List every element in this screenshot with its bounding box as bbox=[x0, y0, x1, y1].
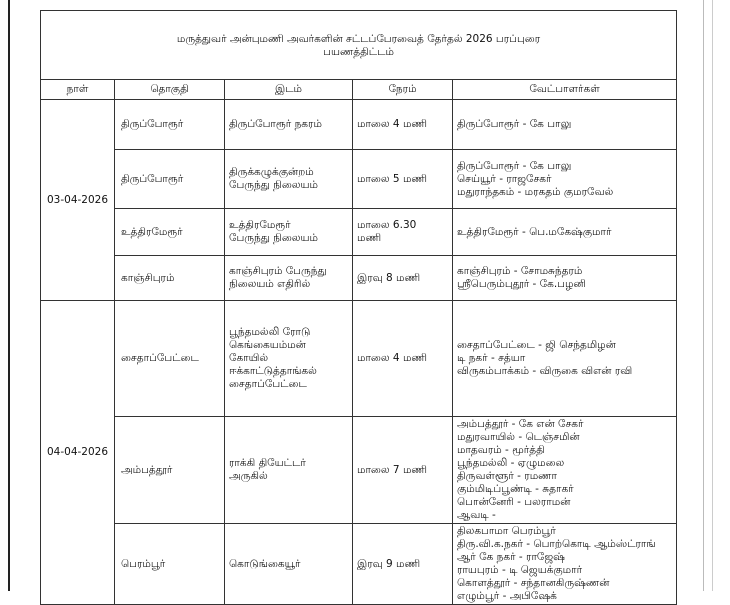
place-cell bbox=[225, 301, 353, 417]
candidate-line: உத்திரமேரூர் - பெ.மகேஷ்குமார் bbox=[457, 225, 612, 238]
schedule-table bbox=[40, 10, 677, 605]
place-cell bbox=[225, 100, 353, 150]
table-row bbox=[41, 150, 677, 209]
constituency-cell: திருப்போரூர் bbox=[115, 100, 225, 150]
candidate-line: திருப்போரூர் - கே பாலு bbox=[457, 118, 572, 130]
time-cell bbox=[353, 150, 453, 209]
place-line: கெங்கையம்மன் bbox=[229, 339, 306, 351]
time-cell bbox=[353, 100, 453, 150]
table-row bbox=[41, 301, 677, 417]
place-cell bbox=[225, 150, 353, 209]
candidates-cell bbox=[453, 150, 677, 209]
place-line: நிலையம் எதிரில் bbox=[229, 278, 311, 290]
table-row bbox=[41, 524, 677, 605]
header-candidates: வேட்பாளர்கள் bbox=[453, 80, 677, 100]
document-title bbox=[41, 11, 677, 80]
candidate-line: ஸ்ரீபெரும்புதூர் - கே.பழனி bbox=[457, 278, 586, 290]
table-row bbox=[41, 100, 677, 150]
title-line-2: பயணத்திட்டம் bbox=[323, 46, 394, 58]
time-cell bbox=[353, 256, 453, 301]
header-time: நேரம் bbox=[353, 80, 453, 100]
place-line: கோயில் bbox=[229, 352, 269, 364]
time-line: மாலை 7 மணி bbox=[357, 463, 428, 476]
time-cell bbox=[353, 209, 453, 256]
constituency-cell: காஞ்சிபுரம் bbox=[115, 256, 225, 301]
place-line: அருகில் bbox=[229, 470, 268, 482]
page-left-edge bbox=[8, 0, 10, 591]
place-cell bbox=[225, 417, 353, 524]
candidate-line: எழும்பூர் - அபிஷேக் bbox=[457, 590, 557, 602]
header-date: நாள் bbox=[41, 80, 115, 100]
place-line: ராக்கி தியேட்டர் bbox=[229, 457, 306, 469]
candidate-line: திரு.வி.க.நகர் - பொற்கொடி ஆம்ஸ்ட்ராங் bbox=[457, 538, 656, 550]
header-row bbox=[41, 80, 677, 100]
candidate-line: பொன்னேரி - பலராமன் bbox=[457, 496, 571, 508]
place-line: திருக்கழுக்குன்றம் bbox=[229, 166, 314, 178]
place-line: பேருந்து நிலையம் bbox=[229, 232, 318, 244]
candidate-line: திருவள்ளூர் - ரமணா bbox=[457, 470, 558, 482]
date-cell: 04-04-2026 bbox=[41, 301, 115, 605]
place-line: உத்திரமேரூர் bbox=[229, 219, 291, 231]
place-line: திருப்போரூர் நகரம் bbox=[229, 118, 322, 130]
date-cell: 03-04-2026 bbox=[41, 100, 115, 301]
time-cell bbox=[353, 417, 453, 524]
place-line: பேருந்து நிலையம் bbox=[229, 179, 318, 191]
time-line: மணி bbox=[357, 232, 382, 244]
candidate-line: டி நகர் - சத்யா bbox=[457, 352, 526, 364]
candidates-cell bbox=[453, 209, 677, 256]
place-line: கொடுங்கையூர் bbox=[229, 557, 301, 570]
time-line: இரவு 9 மணி bbox=[357, 557, 421, 570]
time-line: மாலை 4 மணி bbox=[357, 118, 428, 130]
table-row bbox=[41, 209, 677, 256]
place-line: சைதாப்பேட்டை bbox=[229, 378, 307, 390]
candidate-line: ஆவடி - bbox=[457, 509, 496, 521]
constituency-cell: உத்திரமேரூர் bbox=[115, 209, 225, 256]
candidate-line: செய்யூர் - ராஜசேகர் bbox=[457, 172, 552, 185]
candidate-line: பூந்தமல்லி - ஏழுமலை bbox=[457, 457, 565, 469]
page-right-edge bbox=[703, 0, 704, 591]
candidates-cell bbox=[453, 301, 677, 417]
time-cell bbox=[353, 524, 453, 605]
candidates-cell bbox=[453, 417, 677, 524]
place-cell bbox=[225, 524, 353, 605]
table-row bbox=[41, 256, 677, 301]
candidate-line: திருப்போரூர் - கே பாலு bbox=[457, 159, 572, 172]
constituency-cell: பெரம்பூர் bbox=[115, 524, 225, 605]
candidate-line: அம்பத்தூர் - கே என் சேகர் bbox=[457, 418, 584, 430]
place-line: காஞ்சிபுரம் பேருந்து bbox=[229, 265, 327, 277]
title-line-1: மருத்துவர் அன்புமணி அவர்களின் சட்டப்பேரவைத் தேர்தல் 2026 பரப்புரை bbox=[176, 33, 541, 45]
title-row bbox=[41, 11, 677, 80]
candidate-line: மாதவரம் - மூர்த்தி bbox=[457, 444, 545, 456]
candidates-cell bbox=[453, 100, 677, 150]
table-row bbox=[41, 417, 677, 524]
candidate-line: கொளத்தூர் - சந்தானகிருஷ்ணன் bbox=[457, 577, 610, 589]
header-constituency: தொகுதி bbox=[115, 80, 225, 100]
candidate-line: திலகபாமா பெரம்பூர் bbox=[457, 525, 556, 537]
place-line: ஈக்காட்டுத்தாங்கல் bbox=[229, 365, 317, 377]
place-cell bbox=[225, 209, 353, 256]
time-line: மாலை 5 மணி bbox=[357, 172, 428, 185]
candidates-cell bbox=[453, 524, 677, 605]
candidate-line: காஞ்சிபுரம் - சோமசுந்தரம் bbox=[457, 265, 583, 277]
constituency-cell: அம்பத்தூர் bbox=[115, 417, 225, 524]
candidate-line: ராயபுரம் - டி ஜெயக்குமார் bbox=[457, 564, 583, 576]
constituency-cell: சைதாப்பேட்டை bbox=[115, 301, 225, 417]
place-cell bbox=[225, 256, 353, 301]
candidate-line: விருகம்பாக்கம் - விருகை விஎன் ரவி bbox=[457, 365, 633, 377]
candidate-line: மதுராந்தகம் - மரகதம் குமரவேல் bbox=[457, 185, 614, 198]
candidates-cell bbox=[453, 256, 677, 301]
candidate-line: கும்மிடிப்பூண்டி - சுதாகர் bbox=[457, 483, 574, 495]
time-cell bbox=[353, 301, 453, 417]
candidate-line: மதுரவாயில் - டெஞ்சமின் bbox=[457, 431, 580, 443]
candidate-line: ஆர் கே நகர் - ராஜேஷ் bbox=[457, 551, 565, 563]
place-line: பூந்தமல்லி ரோடு bbox=[229, 326, 311, 338]
page-right-edge-shadow bbox=[712, 0, 713, 591]
candidate-line: சைதாப்பேட்டை - ஜி செந்தமிழன் bbox=[457, 339, 616, 351]
time-line: மாலை 6.30 bbox=[357, 219, 417, 231]
constituency-cell: திருப்போரூர் bbox=[115, 150, 225, 209]
header-place: இடம் bbox=[225, 80, 353, 100]
time-line: மாலை 4 மணி bbox=[357, 352, 428, 364]
time-line: இரவு 8 மணி bbox=[357, 271, 421, 284]
